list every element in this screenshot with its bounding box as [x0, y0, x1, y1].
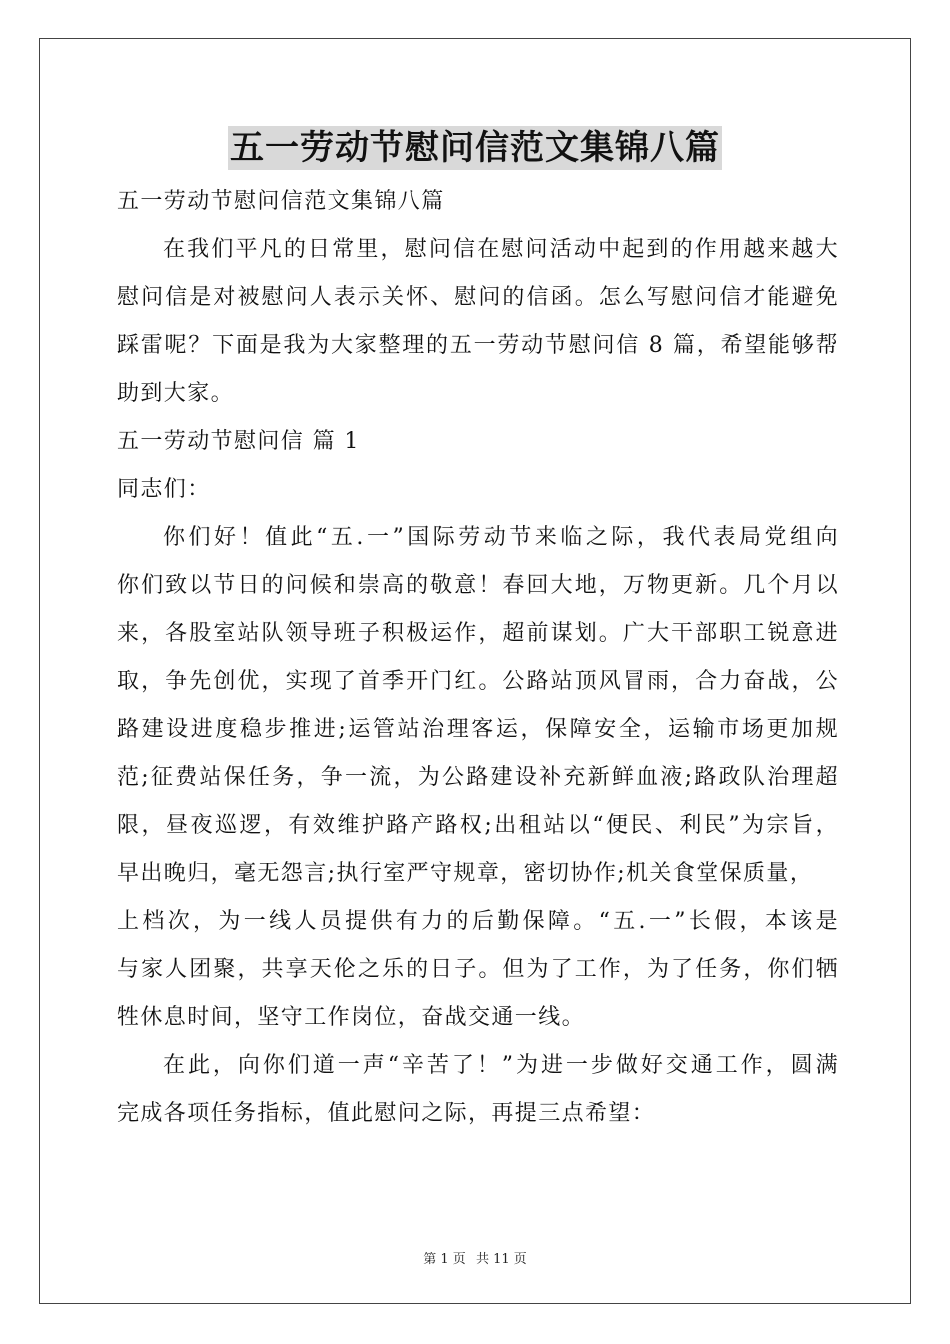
document-title: 五一劳动节慰问信范文集锦八篇: [230, 128, 720, 168]
page-number: 第 1 页: [423, 1252, 466, 1267]
page-total: 共 11 页: [475, 1252, 527, 1267]
body-line: 早出晚归，毫无怨言;执行室严守规章，密切协作;机关食堂保质量，: [117, 861, 814, 886]
body-line: 你们好！值此“五.一”国际劳动节来临之际，我代表局党组向: [163, 525, 839, 550]
document-body: [117, 178, 839, 1138]
page-footer: [0, 1248, 950, 1267]
body-line: 范;征费站保任务，争一流，为公路建设补充新鲜血液;路政队治理超: [117, 765, 839, 790]
body-line: 上档次，为一线人员提供有力的后勤保障。“五.一”长假，本该是: [117, 909, 839, 934]
body-line: 牲休息时间，坚守工作岗位，奋战交通一线。: [117, 1005, 586, 1030]
body-line: 路建设进度稳步推进;运管站治理客运，保障安全，运输市场更加规: [117, 717, 839, 742]
title-container: [0, 126, 950, 170]
intro-line: 在我们平凡的日常里，慰问信在慰问活动中起到的作用越来越大: [163, 237, 839, 262]
closing-line: 在此，向你们道一声“辛苦了！”为进一步做好交通工作，圆满: [163, 1053, 839, 1078]
salutation: 同志们：: [117, 477, 211, 502]
intro-line: 慰问信是对被慰问人表示关怀、慰问的信函。怎么写慰问信才能避免: [117, 285, 839, 310]
body-line: 限，昼夜巡逻，有效维护路产路权;出租站以“便民、利民”为宗旨，: [117, 813, 839, 838]
intro-line: 踩雷呢？下面是我为大家整理的五一劳动节慰问信 8 篇，希望能够帮: [117, 333, 839, 358]
intro-line: 助到大家。: [117, 381, 235, 406]
body-line: 与家人团聚，共享天伦之乐的日子。但为了工作，为了任务，你们牺: [117, 957, 839, 982]
body-line: 你们致以节日的问候和崇高的敬意！春回大地，万物更新。几个月以: [117, 573, 839, 598]
closing-line: 完成各项任务指标，值此慰问之际，再提三点希望：: [117, 1101, 656, 1126]
body-line: 来，各股室站队领导班子积极运作，超前谋划。广大干部职工锐意进: [117, 621, 839, 646]
subtitle: 五一劳动节慰问信范文集锦八篇: [117, 189, 445, 214]
section-heading: 五一劳动节慰问信 篇 1: [117, 429, 360, 454]
body-line: 取，争先创优，实现了首季开门红。公路站顶风冒雨，合力奋战，公: [117, 669, 839, 694]
